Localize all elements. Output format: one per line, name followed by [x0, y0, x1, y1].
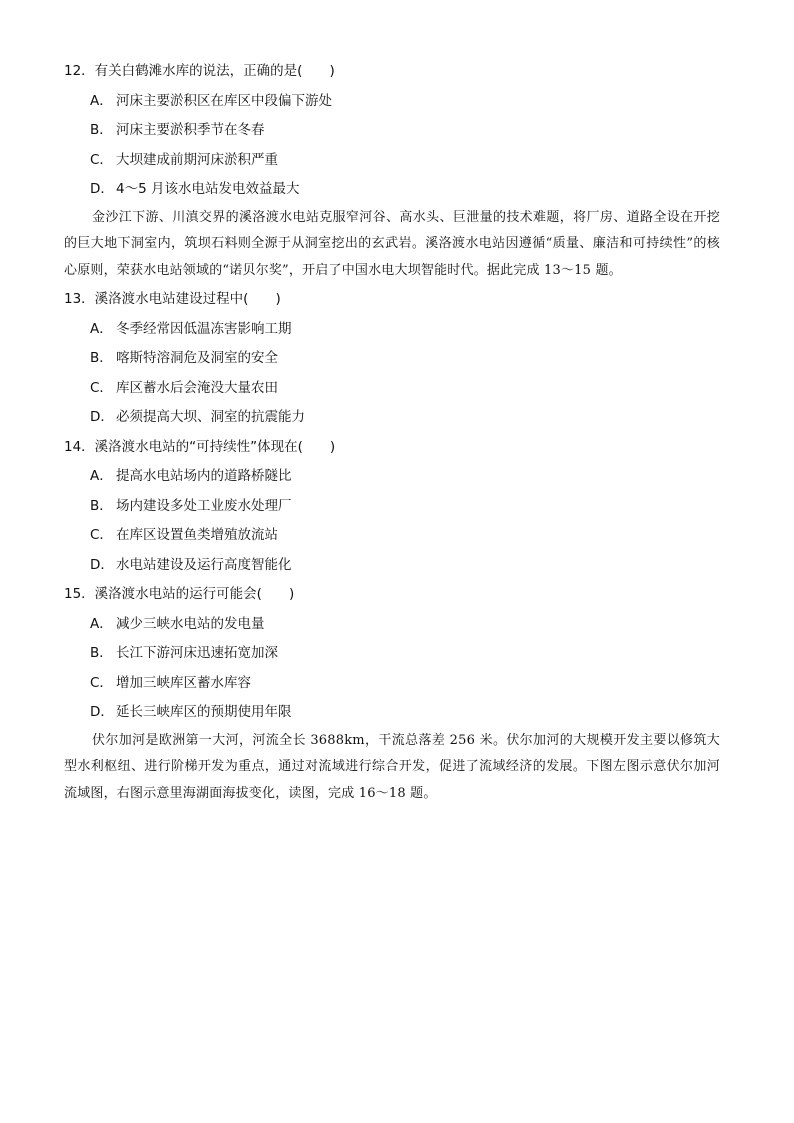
option-letter: D． — [90, 704, 114, 721]
option-text: 减少三峡水电站的发电量 — [116, 615, 265, 632]
option-a — [90, 462, 794, 492]
option-letter: D． — [90, 556, 114, 573]
question-stem: 14．溪洛渡水电站的“可持续性”体现在( ) — [64, 438, 336, 455]
option-text: 必须提高大坝、洞室的抗震能力 — [116, 409, 305, 426]
option-text: 喀斯特溶洞危及洞室的安全 — [116, 350, 278, 367]
option-a — [90, 315, 794, 345]
option-text: 长江下游河床迅速拓宽加深 — [116, 645, 278, 662]
question-15 — [0, 580, 794, 728]
question-12 — [0, 57, 794, 205]
question-14 — [0, 433, 794, 581]
option-text: 延长三峡库区的预期使用年限 — [116, 704, 292, 721]
option-letter: C． — [90, 674, 113, 691]
passage-xiluodu: 金沙江下游、川滇交界的溪洛渡水电站克服窄河谷、高水头、巨泄量的技术难题，将厂房、道路全设在开挖的巨大地下洞室内，筑坝石料则全源于从洞室挖出的玄武岩。溪洛渡水电站因遵循“质量、廉洁和可持续性”的核心原则，荣获水电站领域的“诺贝尔奖”，开启了中国水电大坝智能时代。据此完成 13～15 题。 — [64, 209, 720, 278]
option-letter: D． — [90, 409, 114, 426]
option-letter: C． — [90, 151, 113, 168]
option-c — [90, 374, 794, 404]
option-letter: A． — [90, 92, 113, 109]
option-a — [90, 87, 794, 117]
option-text: 大坝建成前期河床淤积严重 — [116, 151, 278, 168]
question-stem: 15．溪洛渡水电站的运行可能会( ) — [64, 586, 295, 603]
option-b — [90, 116, 794, 146]
option-text: 河床主要淤积季节在冬春 — [116, 122, 265, 138]
option-text: 河床主要淤积区在库区中段偏下游处 — [116, 92, 332, 109]
option-text: 在库区设置鱼类增殖放流站 — [116, 527, 278, 544]
option-text: 库区蓄水后会淹没大量农田 — [116, 379, 278, 396]
option-d — [90, 175, 794, 205]
option-d — [90, 403, 794, 433]
option-b — [90, 492, 794, 522]
option-c — [90, 146, 794, 176]
option-text: 提高水电站场内的道路桥隧比 — [116, 468, 292, 485]
option-letter: D． — [90, 181, 114, 197]
option-text: 水电站建设及运行高度智能化 — [116, 556, 292, 573]
option-c — [90, 521, 794, 551]
option-letter: A． — [90, 468, 113, 485]
option-text: 冬季经常因低温冻害影响工期 — [116, 320, 292, 337]
option-c — [90, 669, 794, 699]
option-text: 场内建设多处工业废水处理厂 — [116, 497, 292, 514]
option-d — [90, 551, 794, 581]
option-text: 4～5 月该水电站发电效益最大 — [116, 181, 300, 197]
option-a — [90, 610, 794, 640]
option-letter: B． — [90, 122, 113, 138]
question-13 — [0, 285, 794, 433]
page-content — [0, 57, 794, 809]
option-letter: A． — [90, 320, 113, 337]
option-letter: C． — [90, 379, 113, 396]
option-d — [90, 698, 794, 728]
option-text: 增加三峡库区蓄水库容 — [116, 674, 251, 691]
option-letter: B． — [90, 497, 113, 514]
option-letter: B． — [90, 350, 113, 367]
option-b — [90, 639, 794, 669]
question-stem: 12．有关白鹤滩水库的说法，正确的是( ) — [64, 63, 335, 79]
option-letter: C． — [90, 527, 113, 544]
option-letter: A． — [90, 615, 113, 632]
option-letter: B． — [90, 645, 113, 662]
passage-volga: 伏尔加河是欧洲第一大河，河流全长 3688km，干流总落差 256 米。伏尔加河的大规模开发主要以修筑大型水利枢纽、进行阶梯开发为重点，通过对流域进行综合开发，促进了流域经济的发展。下图左图示意伏尔加河流域图，右图示意里海湖面海拔变化，读图，完成 16～18 题。 — [64, 732, 720, 801]
option-b — [90, 344, 794, 374]
question-stem: 13．溪洛渡水电站建设过程中( ) — [64, 291, 281, 308]
